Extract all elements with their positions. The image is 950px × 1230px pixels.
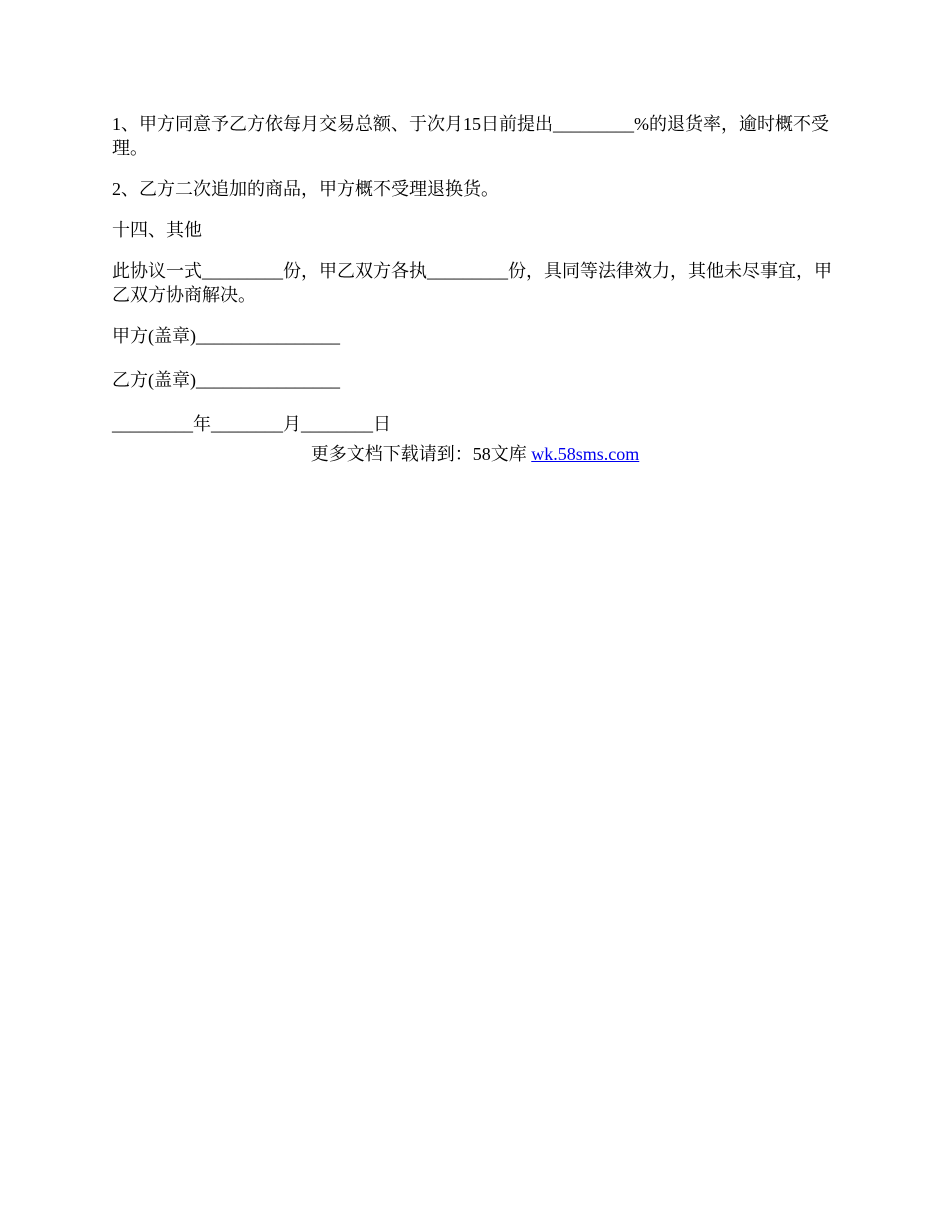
party-b-seal-line: 乙方(盖章)________________	[112, 370, 340, 390]
date-line: _________年________月________日	[112, 414, 391, 434]
section-heading-other: 十四、其他	[112, 220, 202, 240]
clause-copies: 此协议一式_________份，甲乙双方各执_________份，具同等法律效力，其他未尽事宜，甲乙双方协商解决。	[112, 261, 832, 305]
party-a-seal-line: 甲方(盖章)________________	[112, 326, 340, 346]
footer-link[interactable]: wk.58sms.com	[531, 444, 640, 464]
footer-text: 更多文档下载请到：58文库	[310, 444, 532, 464]
document-body	[112, 112, 834, 453]
download-footer	[0, 442, 950, 466]
clause-return-rate: 1、甲方同意予乙方依每月交易总额、于次月15日前提出_________%的退货率，逾时概不受理。	[112, 114, 829, 158]
clause-no-exchange: 2、乙方二次追加的商品，甲方概不受理退换货。	[112, 179, 499, 199]
